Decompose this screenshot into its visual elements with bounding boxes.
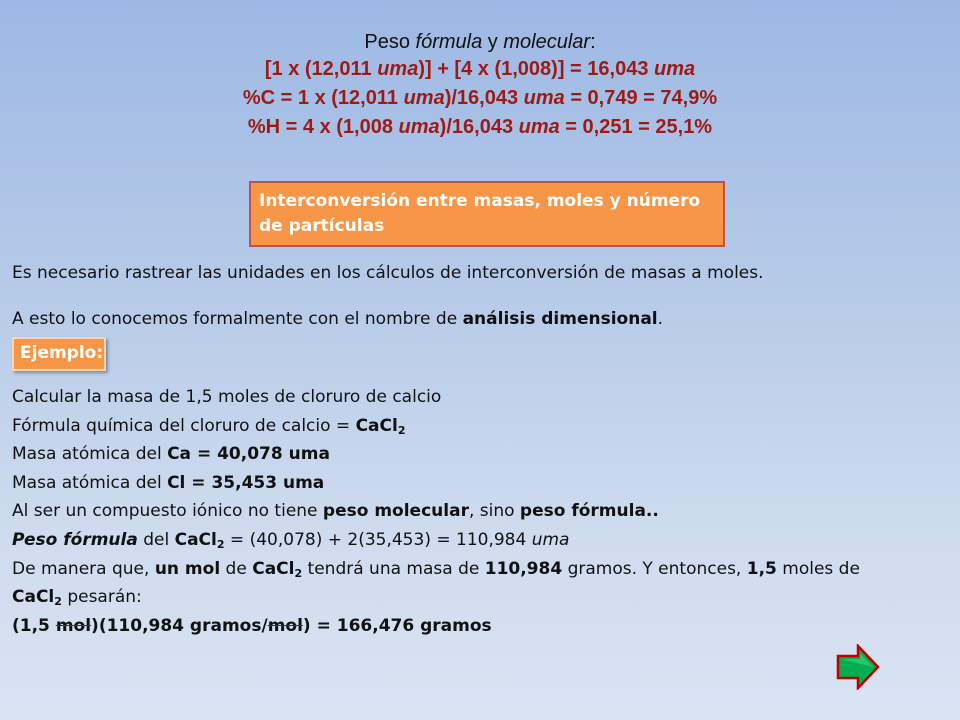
cancelled-unit: mol (267, 615, 303, 636)
example-line-1: Calcular la masa de 1,5 moles de cloruro de calcio (12, 387, 442, 407)
example-line-6: Peso fórmula del CaCl$_2$ = (40,078) + 2(35,453) = 110,984 uma (12, 529, 570, 551)
example-label: Ejemplo: (12, 337, 106, 371)
formula-weight-line: [1 x (12,011 uma)] + [4 x (1,008)] = 16,043 uma (264, 58, 696, 80)
header-block (0, 30, 960, 142)
example-line-8: CaCl$_2$ pesarán: (12, 587, 142, 609)
example-line-5: Al ser un compuesto iónico no tiene peso molecular, sino peso fórmula.. (12, 501, 659, 522)
example-line-9: (1,5 mol)(110,984 gramos/mol) = 166,476 gramos (12, 615, 492, 636)
header-title: Peso fórmula y molecular: (364, 31, 596, 53)
percent-carbon-line: %C = 1 x (12,011 uma)/16,043 uma = 0,749 = 74,9% (242, 87, 718, 109)
paragraph-units: Es necesario rastrear las unidades en los cálculos de interconversión de masas a moles. (12, 263, 764, 283)
paragraph-dimensional-analysis: A esto lo conocemos formalmente con el nombre de análisis dimensional. (12, 309, 664, 329)
example-body (12, 383, 952, 640)
example-line-7: De manera que, un mol de CaCl$_2$ tendrá una masa de 110,984 gramos. Y entonces, 1,5 moles de (12, 558, 860, 580)
example-line-3: Masa atómica del Ca = 40,078 uma (12, 444, 330, 465)
section-title-box (249, 181, 725, 247)
percent-hydrogen-line: %H = 4 x (1,008 uma)/16,043 uma = 0,251 = 25,1% (247, 116, 713, 138)
section-title-line-1: Interconversión entre masas, moles y número (259, 191, 701, 211)
example-line-4: Masa atómica del Cl = 35,453 uma (12, 472, 325, 493)
next-arrow-icon[interactable] (836, 644, 880, 690)
example-line-2: Fórmula química del cloruro de calcio = CaCl$_2$ (12, 415, 406, 437)
cancelled-unit: mol (55, 615, 92, 636)
section-title-line-2: de partículas (259, 216, 385, 236)
